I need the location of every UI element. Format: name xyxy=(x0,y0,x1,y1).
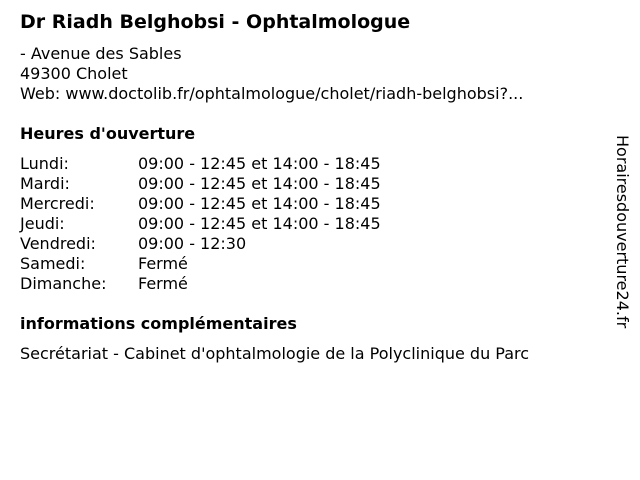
day-hours: 09:00 - 12:30 xyxy=(138,234,247,253)
day-label: Mercredi: xyxy=(20,194,95,213)
day-label: Mardi: xyxy=(20,174,70,193)
day-hours: Fermé xyxy=(138,254,188,273)
page-title: Dr Riadh Belghobsi - Ophtalmologue xyxy=(20,11,411,33)
website-text: Web: www.doctolib.fr/ophtalmologue/cholet/riadh-belghobsi?... xyxy=(20,84,524,103)
day-hours: 09:00 - 12:45 et 14:00 - 18:45 xyxy=(138,214,381,233)
day-label: Samedi: xyxy=(20,254,86,273)
site-watermark: Horairesdouverture24.fr xyxy=(613,135,632,329)
day-hours: 09:00 - 12:45 et 14:00 - 18:45 xyxy=(138,154,381,173)
day-label: Jeudi: xyxy=(20,214,65,233)
day-hours: 09:00 - 12:45 et 14:00 - 18:45 xyxy=(138,174,381,193)
day-label: Dimanche: xyxy=(20,274,107,293)
additional-info-text: Secrétariat - Cabinet d'ophtalmologie de la Polyclinique du Parc xyxy=(20,344,530,363)
day-label: Vendredi: xyxy=(20,234,96,253)
day-label: Lundi: xyxy=(20,154,69,173)
day-hours: Fermé xyxy=(138,274,188,293)
address-city: 49300 Cholet xyxy=(20,64,128,83)
opening-hours-heading: Heures d'ouverture xyxy=(20,124,196,143)
address-street: - Avenue des Sables xyxy=(20,44,182,63)
additional-info-heading: informations complémentaires xyxy=(20,314,297,333)
day-hours: 09:00 - 12:45 et 14:00 - 18:45 xyxy=(138,194,381,213)
address-block xyxy=(20,44,523,104)
